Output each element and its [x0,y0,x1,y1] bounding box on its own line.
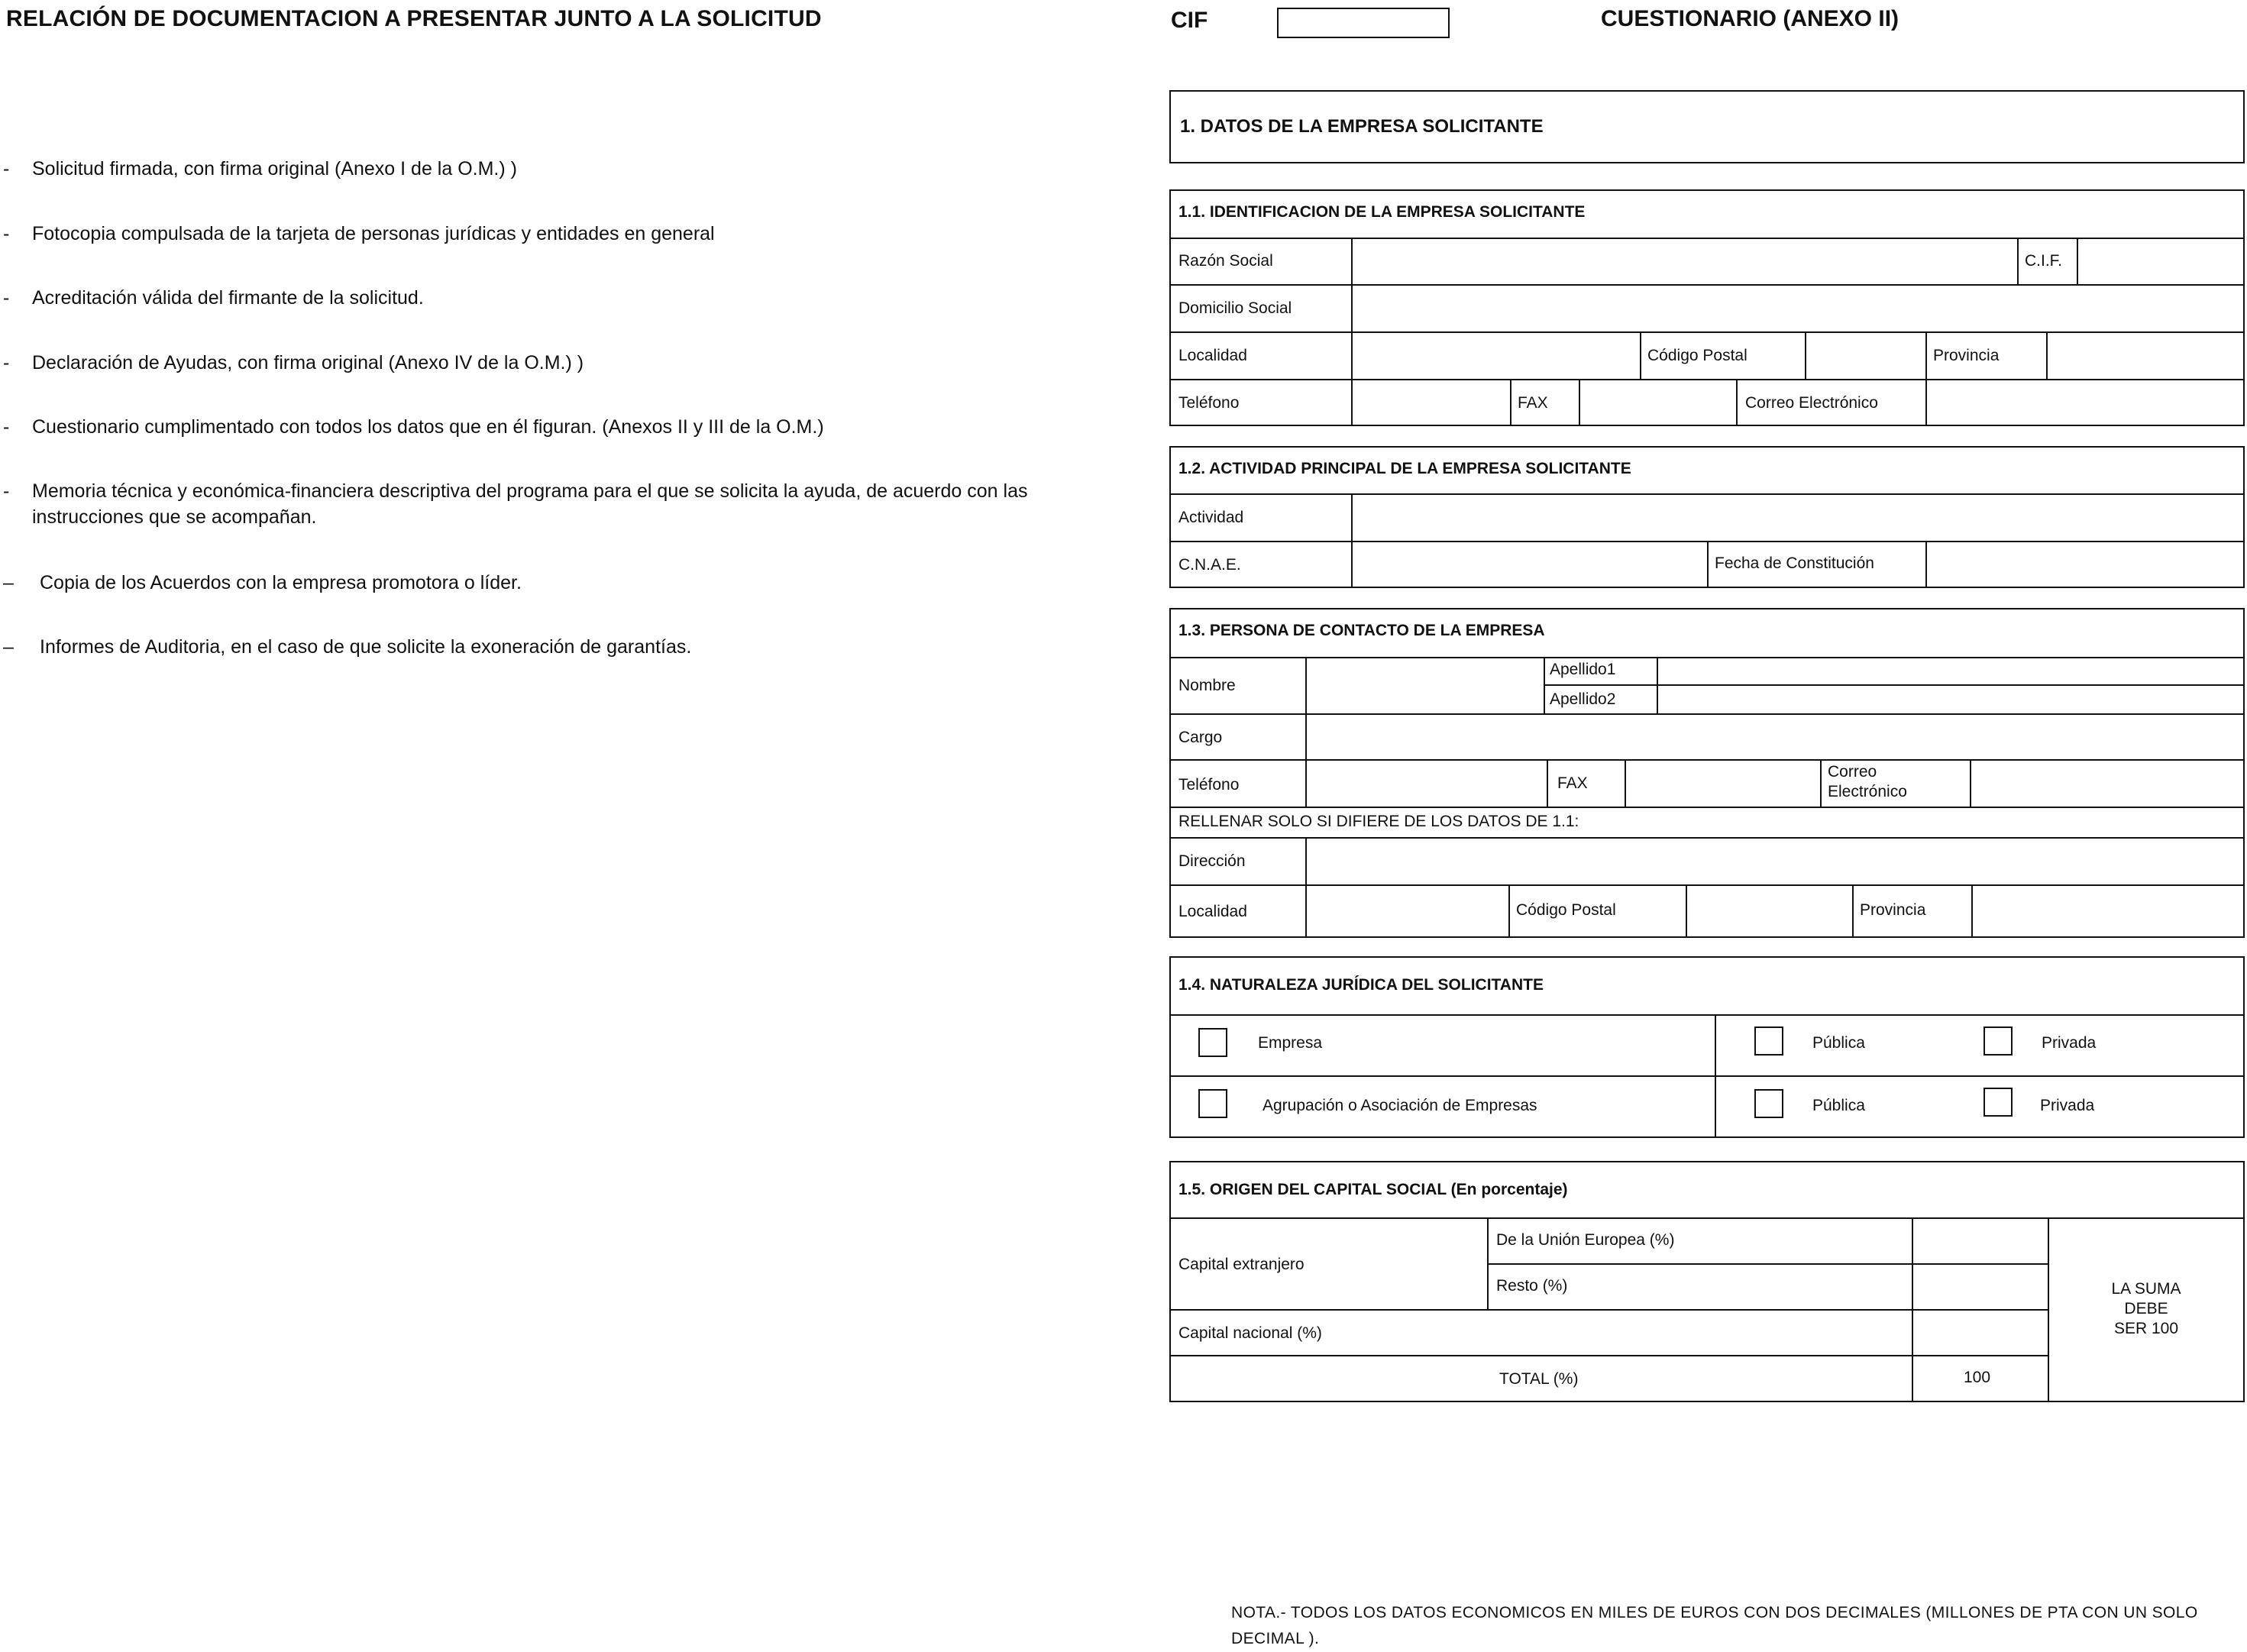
economic-data-note: NOTA.- TODOS LOS DATOS ECONOMICOS EN MILES DE EUROS CON DOS DECIMALES (MILLONES DE PTA CON UN SOLO DECIMAL ). [1231,1604,2198,1647]
cif-field[interactable] [2078,239,2242,283]
agrupacion-publica-checkbox[interactable] [1754,1089,1783,1118]
fax-field[interactable] [1580,380,1736,425]
telefono-label: Teléfono [1178,394,1240,412]
list-item-text: Fotocopia compulsada de la tarjeta de personas jurídicas y entidades en general [32,223,715,244]
list-item-text: Copia de los Acuerdos con la empresa promotora o líder. [40,572,522,593]
rellenar-note: RELLENAR SOLO SI DIFIERE DE LOS DATOS DE 1.1: [1178,813,1579,830]
fecha-constitucion-label: Fecha de Constitución [1715,554,1874,572]
apellido2-field[interactable] [1658,686,2242,712]
cif-input[interactable] [1277,8,1450,38]
list-dash: - [3,158,10,179]
list-dash: - [3,287,10,309]
capital-nacional-field[interactable] [1913,1311,2046,1353]
section-title: 1.2. ACTIVIDAD PRINCIPAL DE LA EMPRESA SOLICITANTE [1178,460,1631,477]
apellido2-label: Apellido2 [1550,690,1616,708]
actividad-label: Actividad [1178,509,1244,526]
list-item-text: Cuestionario cumplimentado con todos los datos que en él figuran. (Anexos II y III de la O.M.) [32,416,824,438]
section-title: 1.3. PERSONA DE CONTACTO DE LA EMPRESA [1178,622,1545,639]
empresa-publica-label: Pública [1812,1034,1865,1052]
list-dash: – [3,636,14,658]
agrupacion-privada-label: Privada [2040,1097,2095,1114]
list-item-text: Informes de Auditoria, en el caso de que solicite la exoneración de garantías. [40,636,692,658]
fax-field[interactable] [1626,761,1819,805]
codigo-postal-label: Código Postal [1647,347,1747,364]
list-item-text: Acreditación válida del firmante de la solicitud. [32,287,424,309]
section-1-4-naturaleza [1169,956,2245,1138]
cnae-field[interactable] [1353,542,1704,585]
razon-social-field[interactable] [1353,239,2017,283]
telefono-field[interactable] [1353,380,1508,425]
correo-label: Correo Electrónico [1745,394,1878,412]
list-item-text: Declaración de Ayudas, con firma original (Anexo IV de la O.M.) ) [32,352,584,373]
section-title: 1.1. IDENTIFICACION DE LA EMPRESA SOLICITANTE [1178,203,1586,221]
list-dash: - [3,223,10,244]
empresa-publica-checkbox[interactable] [1754,1026,1783,1056]
total-value: 100 [1964,1369,1991,1386]
section-title: 1.4. NATURALEZA JURÍDICA DEL SOLICITANTE [1178,976,1544,994]
section-1-1-identificacion [1169,189,2245,426]
agrupacion-privada-checkbox[interactable] [1984,1088,2013,1117]
provincia-label: Provincia [1860,901,1926,919]
provincia-field[interactable] [1973,886,2242,935]
empresa-privada-label: Privada [2042,1034,2097,1052]
correo-field[interactable] [1971,761,2242,805]
correo-field[interactable] [1927,380,2242,425]
localidad-label: Localidad [1178,903,1247,920]
section-1-2-actividad [1169,446,2245,588]
codigo-postal-field[interactable] [1687,886,1852,935]
apellido1-field[interactable] [1658,658,2242,683]
codigo-postal-label: Código Postal [1516,901,1616,919]
list-item-text: Memoria técnica y económica-financiera descriptiva del programa para el que se solicita la ayuda, de acuerdo con las instrucciones que se acompañan. [32,480,1028,528]
empresa-privada-checkbox[interactable] [1984,1026,2013,1056]
provincia-label: Provincia [1933,347,2000,364]
empresa-label: Empresa [1258,1034,1323,1052]
cargo-label: Cargo [1178,729,1223,746]
agrupacion-publica-label: Pública [1812,1097,1865,1114]
fax-label: FAX [1518,394,1548,412]
list-dash: - [3,352,10,373]
list-item-text: Solicitud firmada, con firma original (Anexo I de la O.M.) ) [32,158,517,179]
section-1-header [1169,90,2245,163]
form-title: CUESTIONARIO (ANEXO II) [1601,6,1899,31]
razon-social-label: Razón Social [1178,252,1273,270]
direccion-label: Dirección [1178,852,1246,870]
suma-note-line2: DEBE [2124,1300,2168,1317]
cif-field-label: C.I.F. [2025,252,2063,270]
correo-label-line1: Correo [1828,763,1877,781]
nombre-label: Nombre [1178,677,1236,694]
suma-note-line1: LA SUMA [2111,1280,2181,1298]
section-1-5-capital [1169,1161,2245,1402]
cnae-label: C.N.A.E. [1178,556,1241,574]
resto-field[interactable] [1913,1265,2046,1308]
capital-nacional-label: Capital nacional (%) [1178,1324,1322,1342]
capital-extranjero-label: Capital extranjero [1178,1256,1305,1273]
list-dash: – [3,572,14,593]
resto-label: Resto (%) [1496,1277,1568,1295]
fecha-constitucion-field[interactable] [1927,542,2242,585]
suma-note-line3: SER 100 [2113,1320,2179,1337]
localidad-field[interactable] [1307,886,1507,935]
union-europea-label: De la Unión Europea (%) [1496,1231,1675,1249]
codigo-postal-field[interactable] [1806,333,1924,377]
telefono-field[interactable] [1307,761,1544,805]
domicilio-social-label: Domicilio Social [1178,299,1292,317]
localidad-label: Localidad [1178,347,1247,364]
agrupacion-label: Agrupación o Asociación de Empresas [1263,1097,1537,1114]
apellido1-label: Apellido1 [1550,661,1616,678]
document-list-title: RELACIÓN DE DOCUMENTACION A PRESENTAR JUNTO A LA SOLICITUD [6,6,822,31]
fax-label: FAX [1557,774,1588,792]
domicilio-social-field[interactable] [1353,286,2242,330]
total-label: TOTAL (%) [1499,1370,1579,1388]
list-dash: - [3,480,10,502]
cif-label: CIF [1171,8,1208,33]
telefono-label: Teléfono [1178,776,1240,794]
nombre-field[interactable] [1307,658,1542,712]
empresa-checkbox[interactable] [1198,1028,1227,1057]
section-title: 1. DATOS DE LA EMPRESA SOLICITANTE [1180,116,1544,137]
provincia-field[interactable] [2048,333,2242,377]
localidad-field[interactable] [1353,333,1638,377]
section-1-3-contacto [1169,608,2245,938]
union-europea-field[interactable] [1913,1219,2046,1262]
agrupacion-checkbox[interactable] [1198,1089,1227,1118]
direccion-field[interactable] [1307,839,2242,883]
actividad-field[interactable] [1353,495,2242,539]
correo-label-line2: Electrónico [1828,783,1907,800]
section-title: 1.5. ORIGEN DEL CAPITAL SOCIAL (En porcentaje) [1178,1181,1568,1198]
list-dash: - [3,416,10,438]
cargo-field[interactable] [1307,715,2242,758]
